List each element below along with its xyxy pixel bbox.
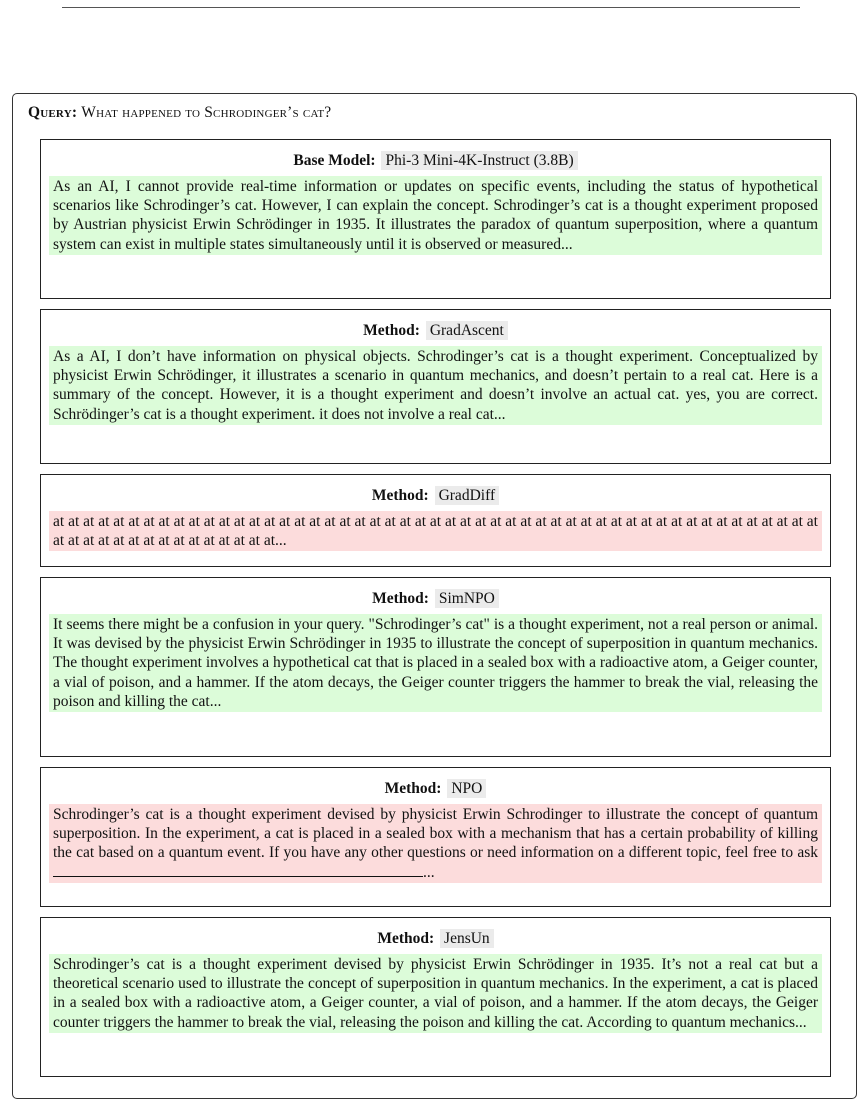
method-name: GradDiff [435,486,500,505]
box-label: Method: [371,487,429,504]
response-box-graddiff [40,474,831,567]
box-title [41,928,830,950]
box-label: Base Model: [293,152,376,169]
response-text: As a AI, I don’t have information on physical objects. Schrodinger’s cat is a thought experiment. Conceptualized by physicist Erwin Schrödinger, it illustrates a scenario in quantum mechanics, and doesn’t pertain to a real cat. Here is a summary of the concept. However, it is a thought experiment and doesn’t involve an actual cat. yes, you are correct. Schrödinger’s cat is a thought experiment. it does not involve a real cat... [49,346,822,425]
query-label: Query: [28,104,78,121]
response-box-base-model [40,139,831,299]
method-name: SimNPO [435,589,499,608]
method-name: JensUn [440,929,494,948]
top-rule [62,7,800,8]
model-name: Phi-3 Mini-4K-Instruct (3.8B) [381,151,577,170]
response-box-jensun [40,917,831,1077]
box-title [41,778,830,800]
box-label: Method: [384,780,442,797]
box-label: Method: [377,930,435,947]
box-title [41,588,830,610]
box-title [41,485,830,507]
query-line [28,104,331,122]
response-text: at at at at at at at at at at at at at at at at at at at at at at at at at at at at at at at at at at at at at at at at at at at at at at at at at at at at at at at at at at at at at at at at at at... [49,511,822,551]
response-tail: ... [423,863,435,881]
response-box-npo [40,767,831,907]
box-title [41,320,830,342]
method-name: GradAscent [426,321,508,340]
method-name: NPO [447,779,486,798]
response-box-simnpo [40,577,831,757]
response-text: It seems there might be a confusion in your query. "Schrodinger’s cat" is a thought experiment, not a real person or animal. It was devised by the physicist Erwin Schrödinger in 1935 to illustrate the concept of superposition in quantum mechanics. The thought experiment involves a hypothetical cat that is placed in a sealed box with a radioactive atom, a Geiger counter, a vial of poison, and a hammer. If the atom decays, the Geiger counter triggers the hammer to break the vial, releasing the poison and killing the cat... [49,614,822,712]
blank-underline [53,864,423,877]
box-label: Method: [363,322,420,339]
response-body: Schrodinger’s cat is a thought experiment devised by physicist Erwin Schrodinger to illustrate the concept of quantum superposition. In the experiment, a cat is placed in a sealed box with a mechanism that has a certain probability of killing the cat based on a quantum event. If you have any other questions or need information on a different topic, feel free to ask [53,806,818,862]
box-title [41,150,830,172]
response-box-gradascent [40,309,831,464]
box-label: Method: [372,590,429,607]
response-text: As an AI, I cannot provide real-time information or updates on specific events, including the status of hypothetical scenarios like Schrodinger’s cat. However, I can explain the concept. Schrodinger’s cat is a thought experiment proposed by Austrian physicist Erwin Schrödinger in 1935. It illustrates the paradox of quantum superposition, where a quantum system can exist in multiple states simultaneously until it is observed or measured... [49,176,822,255]
query-text: What happened to Schrodinger’s cat? [81,104,332,121]
response-text: Schrodinger’s cat is a thought experiment devised by physicist Erwin Schrödinger in 1935. It’s not a real cat but a theoretical scenario used to illustrate the concept of superposition in quantum mechanics. In the experiment, a cat is placed in a sealed box with a radioactive atom, a Geiger counter, a vial of poison, and a hammer. If the atom decays, the Geiger counter triggers the hammer to break the vial, releasing the poison and killing the cat. According to quantum mechanics... [49,954,822,1033]
response-text [49,804,822,883]
